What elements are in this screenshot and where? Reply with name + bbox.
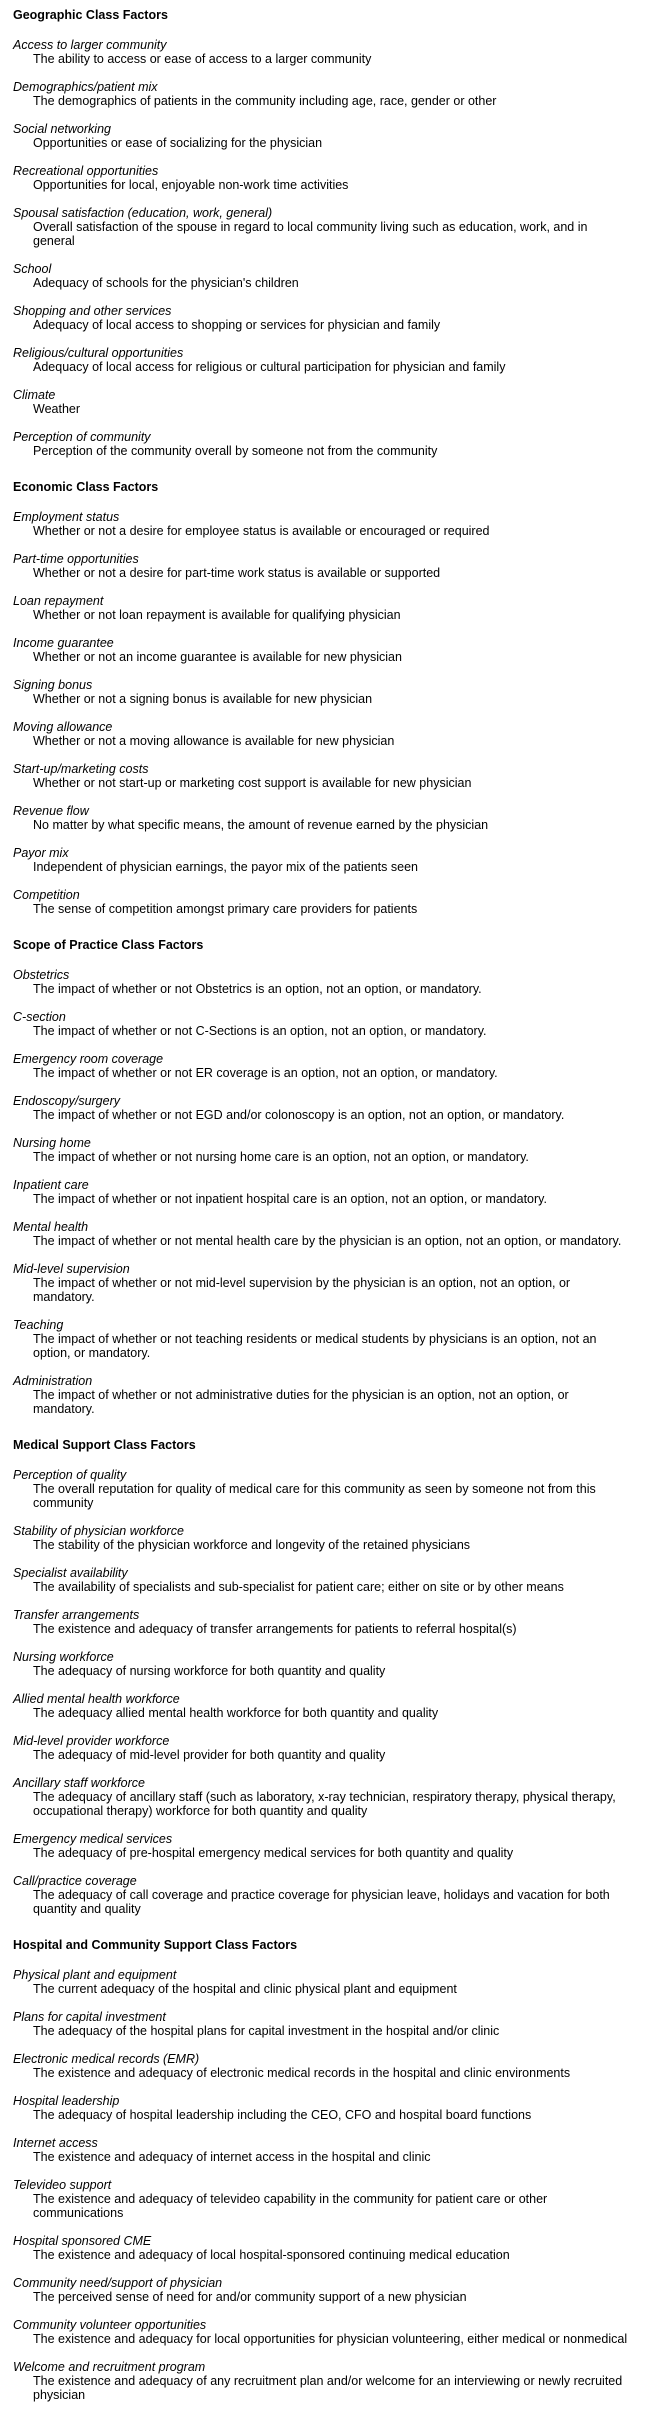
factor-term: Mid-level provider workforce xyxy=(13,1734,170,1748)
factor-definition: The impact of whether or not Obstetrics is an option, not an option, or mandatory. xyxy=(33,982,482,996)
factor-definition: Weather xyxy=(33,402,81,416)
factor-definition: The existence and adequacy of any recruitment plan and/or welcome for an interviewing or newly recruited physician xyxy=(33,2374,623,2402)
factor-definition: The existence and adequacy of internet access in the hospital and clinic xyxy=(33,2150,431,2164)
factor-term: Emergency room coverage xyxy=(13,1052,164,1066)
factor-definition: Whether or not a signing bonus is available for new physician xyxy=(33,692,373,706)
factor-definition: The ability to access or ease of access to a larger community xyxy=(33,52,372,66)
section-title: Economic Class Factors xyxy=(13,480,159,494)
factor-term: Recreational opportunities xyxy=(13,164,159,178)
factor-definition: The demographics of patients in the community including age, race, gender or other xyxy=(33,94,497,108)
factor-entry xyxy=(13,80,632,108)
factor-term: Perception of community xyxy=(13,430,151,444)
factor-term: Community volunteer opportunities xyxy=(13,2318,207,2332)
factor-definition: The perceived sense of need for and/or community support of a new physician xyxy=(33,2290,467,2304)
factor-list xyxy=(13,1968,632,2402)
factor-term: Spousal satisfaction (education, work, general) xyxy=(13,206,273,220)
factor-definition: The existence and adequacy of local hospital-sponsored continuing medical education xyxy=(33,2248,510,2262)
factor-term: School xyxy=(13,262,52,276)
factor-definition: The impact of whether or not mental health care by the physician is an option, not an option, or mandatory. xyxy=(33,1234,622,1248)
factor-definition: Overall satisfaction of the spouse in regard to local community living such as education, work, and in general xyxy=(33,220,588,248)
factor-entry xyxy=(13,2178,632,2220)
factor-entry xyxy=(13,164,632,192)
factor-definition: The impact of whether or not mid-level supervision by the physician is an option, not an option, or mandatory. xyxy=(33,1276,571,1304)
factor-definition: The adequacy of hospital leadership including the CEO, CFO and hospital board functions xyxy=(33,2108,532,2122)
factor-list xyxy=(13,38,632,458)
factor-term: Ancillary staff workforce xyxy=(13,1776,145,1790)
factor-definition: The stability of the physician workforce and longevity of the retained physicians xyxy=(33,1538,471,1552)
factor-term: Payor mix xyxy=(13,846,69,860)
factor-term: Emergency medical services xyxy=(13,1832,173,1846)
factor-definition: Whether or not loan repayment is available for qualifying physician xyxy=(33,608,401,622)
factor-definition: Whether or not a desire for part-time work status is available or supported xyxy=(33,566,441,580)
factor-definition: The impact of whether or not nursing home care is an option, not an option, or mandatory. xyxy=(33,1150,529,1164)
factor-definition: The overall reputation for quality of medical care for this community as seen by someone not from this community xyxy=(33,1482,596,1510)
factor-entry xyxy=(13,2010,632,2038)
factor-term: C-section xyxy=(13,1010,66,1024)
factor-entry xyxy=(13,2136,632,2164)
factor-entry xyxy=(13,1524,632,1552)
factor-definition: The existence and adequacy of electronic medical records in the hospital and clinic environments xyxy=(33,2066,571,2080)
factor-entry xyxy=(13,2276,632,2304)
factor-term: Nursing home xyxy=(13,1136,91,1150)
factor-entry xyxy=(13,552,632,580)
factor-definition: Whether or not start-up or marketing cost support is available for new physician xyxy=(33,776,472,790)
factor-term: Community need/support of physician xyxy=(13,2276,223,2290)
factor-definition: The adequacy of ancillary staff (such as laboratory, x-ray technician, respiratory therapy, physical therapy, occupational therapy) workforce for both quantity and quality xyxy=(33,1790,616,1818)
factor-entry xyxy=(13,38,632,66)
factor-entry xyxy=(13,1776,632,1818)
factor-entry xyxy=(13,1874,632,1916)
factor-term: Inpatient care xyxy=(13,1178,89,1192)
factor-term: Access to larger community xyxy=(13,38,167,52)
factor-definition: The existence and adequacy of televideo capability in the community for patient care or other communications xyxy=(33,2192,548,2220)
factor-entry xyxy=(13,1374,632,1416)
factor-section xyxy=(13,938,632,1416)
factor-term: Part-time opportunities xyxy=(13,552,139,566)
factor-definition: The impact of whether or not administrative duties for the physician is an option, not an option, or mandatory. xyxy=(33,1388,569,1416)
section-title: Medical Support Class Factors xyxy=(13,1438,196,1452)
factor-definition: Whether or not an income guarantee is available for new physician xyxy=(33,650,402,664)
factor-term: Mid-level supervision xyxy=(13,1262,130,1276)
factor-term: Moving allowance xyxy=(13,720,113,734)
factor-definition: The adequacy of the hospital plans for capital investment in the hospital and/or clinic xyxy=(33,2024,500,2038)
factor-definition: No matter by what specific means, the amount of revenue earned by the physician xyxy=(33,818,489,832)
factor-entry xyxy=(13,2234,632,2262)
factor-entry xyxy=(13,1650,632,1678)
factor-section xyxy=(13,1438,632,1916)
factor-entry xyxy=(13,1832,632,1860)
factor-term: Internet access xyxy=(13,2136,98,2150)
factor-entry xyxy=(13,206,632,248)
factor-term: Loan repayment xyxy=(13,594,104,608)
factor-entry xyxy=(13,804,632,832)
factor-entry xyxy=(13,346,632,374)
factor-definition: Whether or not a moving allowance is available for new physician xyxy=(33,734,395,748)
factor-term: Allied mental health workforce xyxy=(13,1692,180,1706)
factor-entry xyxy=(13,262,632,290)
factor-definition: The impact of whether or not teaching residents or medical students by physicians is an option, not an option, or mandatory. xyxy=(33,1332,597,1360)
factor-term: Nursing workforce xyxy=(13,1650,114,1664)
factor-definition: The adequacy of nursing workforce for both quantity and quality xyxy=(33,1664,386,1678)
factor-entry xyxy=(13,678,632,706)
factor-definition: Independent of physician earnings, the payor mix of the patients seen xyxy=(33,860,418,874)
factor-definition: Opportunities or ease of socializing for the physician xyxy=(33,136,323,150)
factor-entry xyxy=(13,2360,632,2402)
factor-entry xyxy=(13,304,632,332)
factor-term: Competition xyxy=(13,888,80,902)
factor-entry xyxy=(13,594,632,622)
factor-definition: The impact of whether or not C-Sections is an option, not an option, or mandatory. xyxy=(33,1024,487,1038)
factor-term: Perception of quality xyxy=(13,1468,127,1482)
factor-term: Physical plant and equipment xyxy=(13,1968,177,1982)
factor-list xyxy=(13,1468,632,1916)
factor-term: Specialist availability xyxy=(13,1566,128,1580)
factor-entry xyxy=(13,968,632,996)
factor-section xyxy=(13,480,632,916)
section-title: Geographic Class Factors xyxy=(13,8,168,22)
section-title: Hospital and Community Support Class Factors xyxy=(13,1938,298,1952)
factor-entry xyxy=(13,2318,632,2346)
factor-term: Electronic medical records (EMR) xyxy=(13,2052,200,2066)
factor-section xyxy=(13,8,632,458)
factor-definition: The impact of whether or not inpatient hospital care is an option, not an option, or mandatory. xyxy=(33,1192,547,1206)
factor-term: Income guarantee xyxy=(13,636,114,650)
factor-entry xyxy=(13,1608,632,1636)
factor-entry xyxy=(13,888,632,916)
factor-term: Religious/cultural opportunities xyxy=(13,346,184,360)
factor-definition: The impact of whether or not EGD and/or colonoscopy is an option, not an option, or mandatory. xyxy=(33,1108,565,1122)
factor-term: Social networking xyxy=(13,122,111,136)
factor-term: Plans for capital investment xyxy=(13,2010,166,2024)
factor-term: Shopping and other services xyxy=(13,304,172,318)
factor-entry xyxy=(13,1052,632,1080)
factor-term: Revenue flow xyxy=(13,804,89,818)
factor-section xyxy=(13,1938,632,2402)
factor-definition: The existence and adequacy of transfer arrangements for patients to referral hospital(s) xyxy=(33,1622,517,1636)
factor-entry xyxy=(13,510,632,538)
factor-entry xyxy=(13,1262,632,1304)
factor-definition: The sense of competition amongst primary care providers for patients xyxy=(33,902,418,916)
factor-definition: Perception of the community overall by someone not from the community xyxy=(33,444,438,458)
factor-term: Televideo support xyxy=(13,2178,112,2192)
factor-definition: The adequacy of mid-level provider for both quantity and quality xyxy=(33,1748,386,1762)
factor-term: Call/practice coverage xyxy=(13,1874,137,1888)
factor-entry xyxy=(13,1692,632,1720)
factor-term: Hospital sponsored CME xyxy=(13,2234,152,2248)
factor-definition: The impact of whether or not ER coverage is an option, not an option, or mandatory. xyxy=(33,1066,498,1080)
factor-definition: The availability of specialists and sub-specialist for patient care; either on site or by other means xyxy=(33,1580,564,1594)
factor-term: Transfer arrangements xyxy=(13,1608,140,1622)
factor-definition: The adequacy allied mental health workforce for both quantity and quality xyxy=(33,1706,439,1720)
section-title: Scope of Practice Class Factors xyxy=(13,938,204,952)
factor-definition: Whether or not a desire for employee status is available or encouraged or required xyxy=(33,524,490,538)
factor-term: Employment status xyxy=(13,510,120,524)
factor-definition: The adequacy of pre-hospital emergency medical services for both quantity and quality xyxy=(33,1846,514,1860)
factor-entry xyxy=(13,1136,632,1164)
factor-list xyxy=(13,510,632,916)
factor-entry xyxy=(13,1468,632,1510)
factor-entry xyxy=(13,1566,632,1594)
factor-entry xyxy=(13,762,632,790)
factor-entry xyxy=(13,2094,632,2122)
factor-term: Mental health xyxy=(13,1220,89,1234)
factor-entry xyxy=(13,430,632,458)
factor-entry xyxy=(13,1010,632,1038)
factor-entry xyxy=(13,1178,632,1206)
factor-definition: The existence and adequacy for local opportunities for physician volunteering, either medical or nonmedical xyxy=(33,2332,628,2346)
factor-entry xyxy=(13,846,632,874)
factor-term: Welcome and recruitment program xyxy=(13,2360,206,2374)
factor-definition: Adequacy of local access for religious or cultural participation for physician and family xyxy=(33,360,506,374)
factor-list xyxy=(13,968,632,1416)
factor-definition: Opportunities for local, enjoyable non-work time activities xyxy=(33,178,349,192)
factor-entry xyxy=(13,388,632,416)
factor-definition: The adequacy of call coverage and practice coverage for physician leave, holidays and vacation for both quantity and quality xyxy=(33,1888,610,1916)
factor-term: Demographics/patient mix xyxy=(13,80,158,94)
factor-term: Stability of physician workforce xyxy=(13,1524,184,1538)
factor-entry xyxy=(13,2052,632,2080)
factor-definition: Adequacy of local access to shopping or services for physician and family xyxy=(33,318,441,332)
factor-definition: Adequacy of schools for the physician's children xyxy=(33,276,299,290)
factor-entry xyxy=(13,1318,632,1360)
factor-entry xyxy=(13,720,632,748)
factor-entry xyxy=(13,1734,632,1762)
factor-entry xyxy=(13,636,632,664)
factor-term: Obstetrics xyxy=(13,968,70,982)
factor-term: Hospital leadership xyxy=(13,2094,120,2108)
factor-term: Start-up/marketing costs xyxy=(13,762,149,776)
factor-term: Signing bonus xyxy=(13,678,93,692)
factor-term: Climate xyxy=(13,388,56,402)
factor-term: Endoscopy/surgery xyxy=(13,1094,121,1108)
factor-entry xyxy=(13,1094,632,1122)
factor-entry xyxy=(13,1220,632,1248)
factor-term: Administration xyxy=(13,1374,93,1388)
factor-term: Teaching xyxy=(13,1318,64,1332)
factor-definition: The current adequacy of the hospital and clinic physical plant and equipment xyxy=(33,1982,457,1996)
factor-entry xyxy=(13,122,632,150)
factor-entry xyxy=(13,1968,632,1996)
